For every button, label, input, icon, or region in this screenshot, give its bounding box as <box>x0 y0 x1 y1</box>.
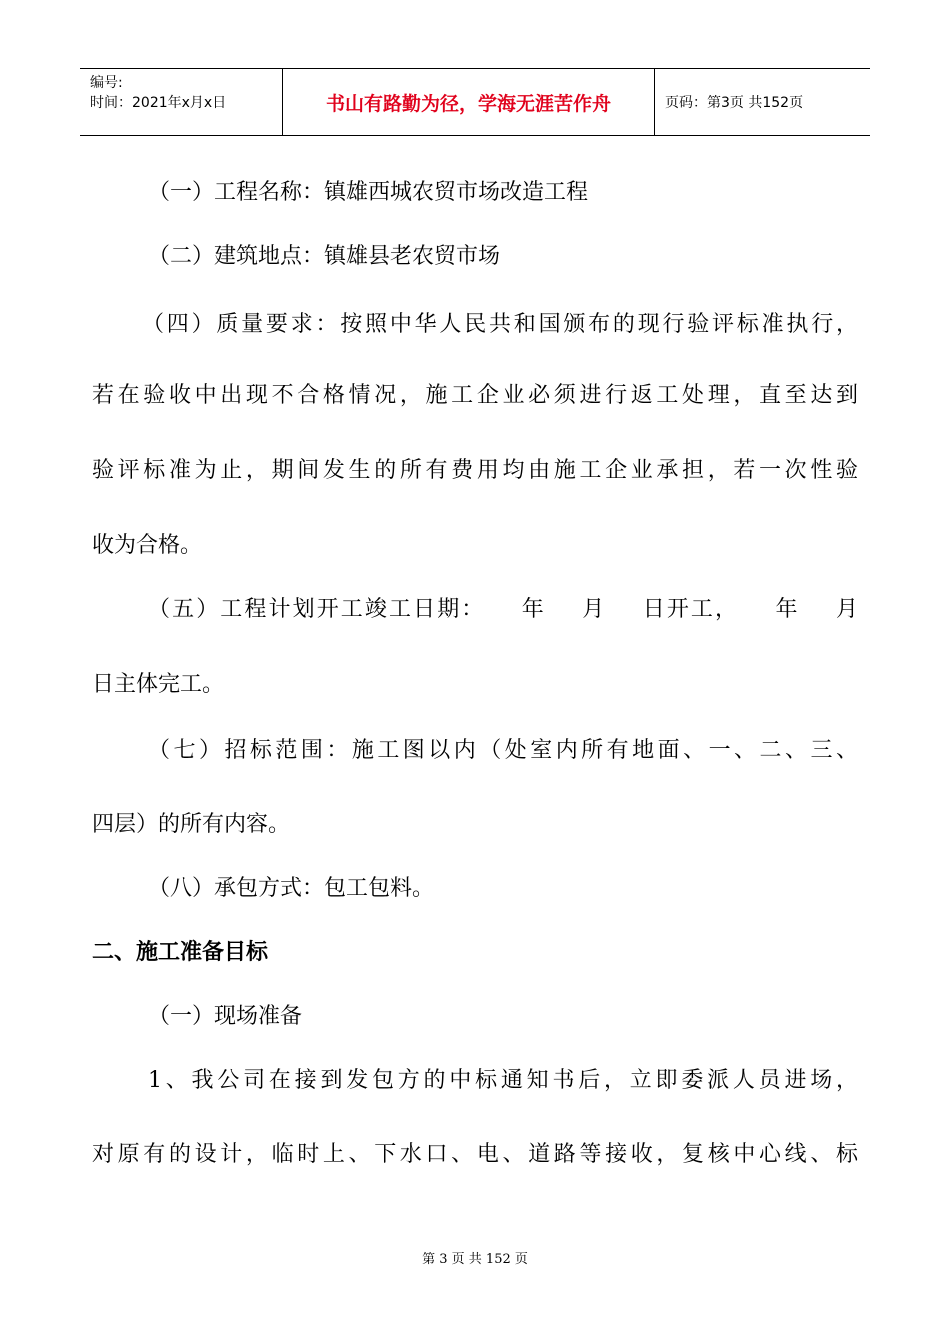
body-line: 1、我公司在接到发包方的中标通知书后，立即委派人员进场， <box>148 1068 858 1093</box>
section-heading: 二、施工准备目标 <box>92 940 269 965</box>
document-date: 时间：2021年x月x日 <box>90 95 227 111</box>
body-line: 验评标准为止，期间发生的所有费用均由施工企业承担，若一次性验 <box>92 458 858 483</box>
body-line: 日主体完工。 <box>92 672 225 697</box>
body-line: （一）工程名称：镇雄西城农贸市场改造工程 <box>148 180 589 205</box>
body-line: （七）招标范围：施工图以内（处室内所有地面、一、二、三、 <box>148 738 858 763</box>
body-line: （四）质量要求：按照中华人民共和国颁布的现行验评标准执行， <box>142 312 858 337</box>
subsection-heading: （一）现场准备 <box>148 1004 303 1029</box>
body-line: 若在验收中出现不合格情况，施工企业必须进行返工处理，直至达到 <box>92 383 858 408</box>
document-number-label: 编号: <box>90 75 123 91</box>
body-line: （二）建筑地点：镇雄县老农贸市场 <box>148 244 501 269</box>
body-line: （五）工程计划开工竣工日期： 年 月 日开工， 年 月 <box>148 597 858 622</box>
page-footer: 第 3 页 共 152 页 <box>422 1252 528 1267</box>
header-page-info: 页码：第3页 共152页 <box>665 95 804 111</box>
header-motto: 书山有路勤为径，学海无涯苦作舟 <box>282 69 655 135</box>
page-header <box>80 68 870 136</box>
header-meta <box>80 69 282 135</box>
body-line: 收为合格。 <box>92 533 203 558</box>
body-line: （八）承包方式：包工包料。 <box>148 876 435 901</box>
body-line: 对原有的设计，临时上、下水口、电、道路等接收，复核中心线、标 <box>92 1142 858 1167</box>
body-line: 四层）的所有内容。 <box>92 812 291 837</box>
